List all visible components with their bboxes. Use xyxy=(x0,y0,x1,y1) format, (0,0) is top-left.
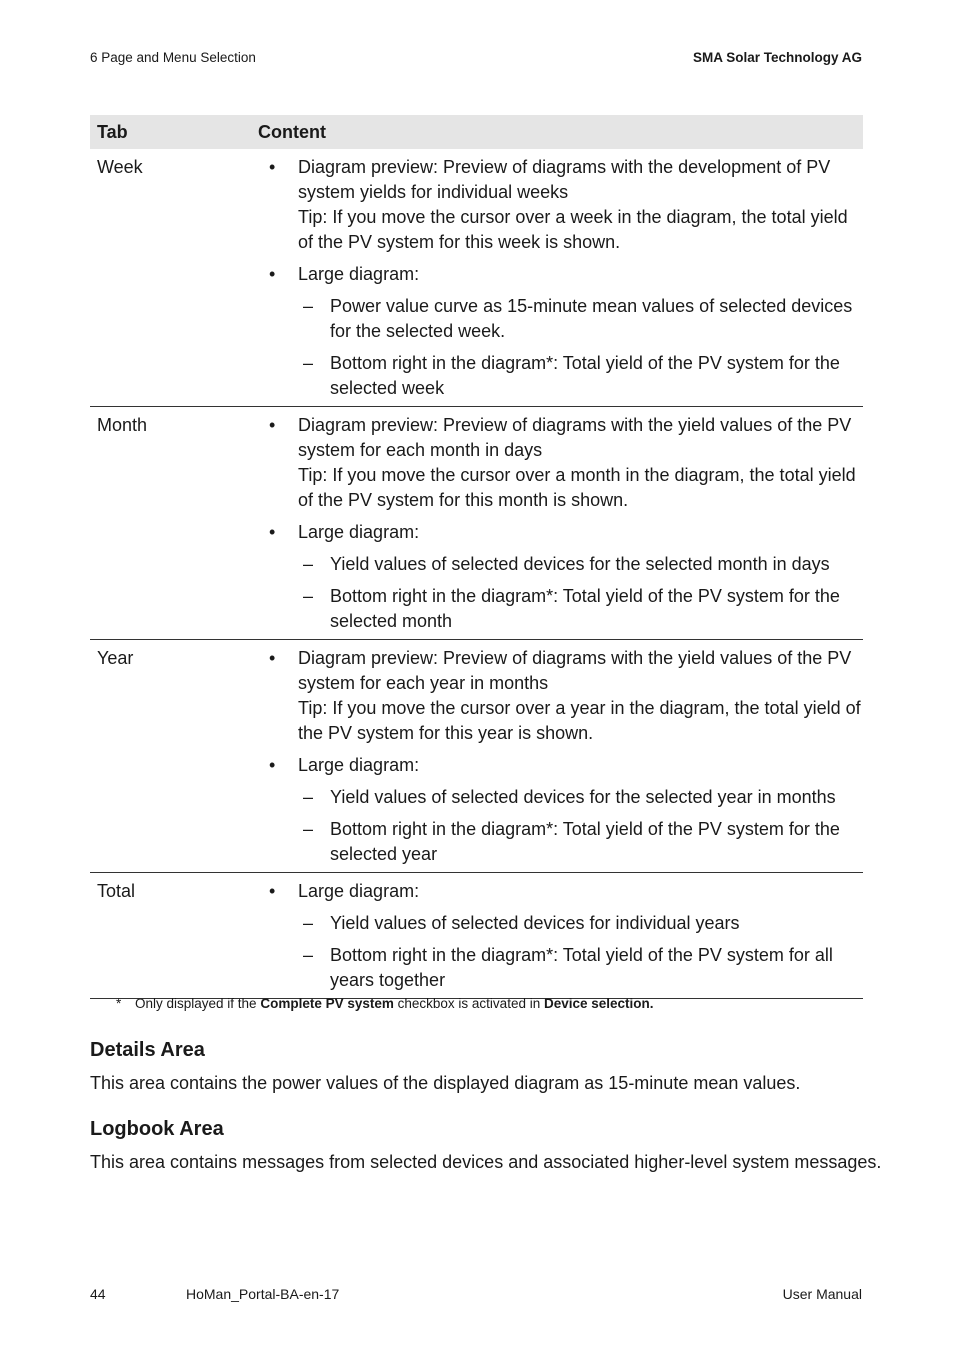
row-tab: Month xyxy=(97,415,148,435)
list-item: • Diagram preview: Preview of diagrams with the yield values of the PV system for each year in months Tip: If you move the cursor over a year in the diagram, the total yield of the PV system for this year is shown. xyxy=(269,648,861,743)
bullet-icon: • xyxy=(269,157,276,177)
bullet-icon: • xyxy=(269,522,276,542)
table-row xyxy=(90,640,863,873)
logbook-heading: Logbook Area xyxy=(90,1118,224,1140)
bullet-icon: • xyxy=(269,881,276,901)
table-row xyxy=(90,873,863,999)
table-row xyxy=(90,407,863,640)
header-content: Content xyxy=(258,121,326,142)
tab-content-table xyxy=(90,115,863,999)
page-number: 44 xyxy=(90,1286,106,1302)
dash-icon: – xyxy=(303,819,314,839)
document-type: User Manual xyxy=(782,1286,862,1302)
dash-icon: – xyxy=(303,296,314,316)
list-item: • Large diagram: xyxy=(251,262,863,287)
list-item: • Diagram preview: Preview of diagrams with the development of PV system yields for individual weeks Tip: If you move the cursor over a week in the diagram, the total yield of the PV system for this week is shown. xyxy=(269,157,848,252)
sub-item: – Yield values of selected devices for the selected year in months xyxy=(251,785,863,810)
header-section: 6 Page and Menu Selection xyxy=(90,50,256,65)
list-item: • Large diagram: xyxy=(251,753,863,778)
dash-icon: – xyxy=(303,913,314,933)
row-content xyxy=(251,410,863,634)
sub-item: – Bottom right in the diagram*: Total yield of the PV system for all years together xyxy=(303,945,833,990)
footnote: * Only displayed if the Complete PV system checkbox is activated in Device selection. xyxy=(116,996,654,1011)
row-content xyxy=(251,876,863,993)
row-tab: Total xyxy=(97,881,136,901)
details-heading: Details Area xyxy=(90,1039,205,1061)
list-item: • Large diagram: xyxy=(251,879,863,904)
sub-item: – Bottom right in the diagram*: Total yield of the PV system for the selected week xyxy=(303,353,840,398)
sub-item: – Bottom right in the diagram*: Total yield of the PV system for the selected year xyxy=(303,819,840,864)
footnote-marker: * xyxy=(116,996,122,1011)
sub-item: – Bottom right in the diagram*: Total yield of the PV system for the selected month xyxy=(303,586,840,631)
sub-item: – Yield values of selected devices for the selected month in days xyxy=(251,552,863,577)
dash-icon: – xyxy=(303,945,314,965)
row-tab: Year xyxy=(97,648,134,668)
dash-icon: – xyxy=(303,787,314,807)
table-header xyxy=(90,115,863,149)
dash-icon: – xyxy=(303,353,314,373)
header-company: SMA Solar Technology AG xyxy=(692,50,862,65)
bullet-icon: • xyxy=(269,648,276,668)
row-content xyxy=(251,643,863,867)
logbook-text: This area contains messages from selected devices and associated higher-level system messages. xyxy=(90,1152,882,1172)
list-item: • Large diagram: xyxy=(251,520,863,545)
bullet-icon: • xyxy=(269,415,276,435)
list-item: • Diagram preview: Preview of diagrams with the yield values of the PV system for each month in days Tip: If you move the cursor over a month in the diagram, the total yield of the PV system for this month is shown. xyxy=(269,415,856,510)
row-content xyxy=(251,152,863,401)
table-row xyxy=(90,149,863,407)
dash-icon: – xyxy=(303,554,314,574)
header-tab: Tab xyxy=(97,121,128,142)
dash-icon: – xyxy=(303,586,314,606)
details-text: This area contains the power values of the displayed diagram as 15-minute mean values. xyxy=(90,1073,801,1093)
row-tab: Week xyxy=(97,157,143,177)
document-id: HoMan_Portal-BA-en-17 xyxy=(186,1286,340,1302)
bullet-icon: • xyxy=(269,755,276,775)
sub-item: – Power value curve as 15-minute mean values of selected devices for the selected week. xyxy=(303,296,853,341)
bullet-icon: • xyxy=(269,264,276,284)
sub-item: – Yield values of selected devices for individual years xyxy=(251,911,863,936)
